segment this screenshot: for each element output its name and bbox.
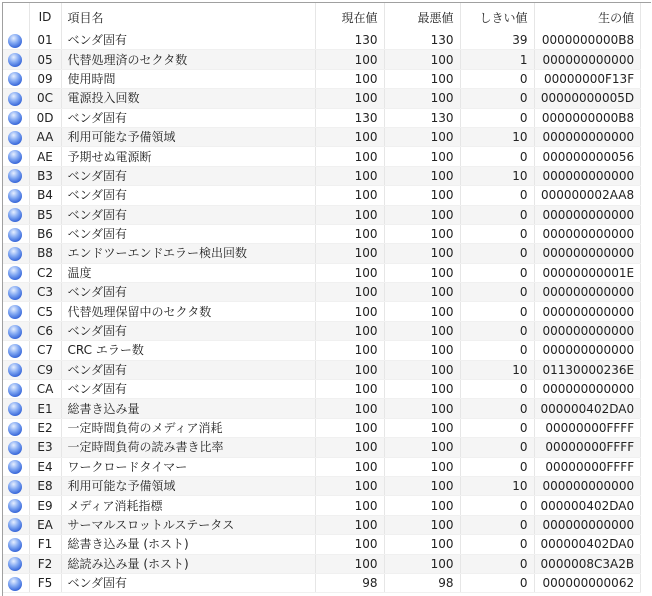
attr-id: 09 (29, 69, 61, 88)
attr-worst: 100 (384, 263, 460, 282)
status-good-icon (8, 422, 22, 436)
status-cell (3, 418, 29, 437)
attr-raw: 000000000000 (534, 476, 641, 495)
status-good-icon (8, 441, 22, 455)
attr-raw: 000000402DA0 (534, 535, 641, 554)
status-cell (3, 31, 29, 50)
attr-name: CRC エラー数 (61, 341, 315, 360)
status-cell (3, 224, 29, 243)
attr-raw: 000000000000 (534, 515, 641, 534)
table-row[interactable] (3, 283, 641, 302)
header-name[interactable]: 項目名 (61, 3, 315, 31)
attr-id: AA (29, 127, 61, 146)
attr-current: 130 (315, 108, 384, 127)
attr-threshold: 10 (460, 476, 534, 495)
attr-current: 100 (315, 244, 384, 263)
attr-threshold: 0 (460, 341, 534, 360)
header-worst[interactable]: 最悪値 (384, 3, 460, 31)
table-row[interactable] (3, 69, 641, 88)
table-row[interactable] (3, 418, 641, 437)
attr-id: EA (29, 515, 61, 534)
table-row[interactable] (3, 476, 641, 495)
attr-current: 100 (315, 399, 384, 418)
attr-threshold: 10 (460, 127, 534, 146)
attr-current: 100 (315, 147, 384, 166)
attr-current: 100 (315, 438, 384, 457)
table-header (3, 3, 641, 31)
table-row[interactable] (3, 535, 641, 554)
table-row[interactable] (3, 244, 641, 263)
attr-id: C3 (29, 283, 61, 302)
attr-raw: 000000000000 (534, 50, 641, 69)
attr-raw: 000000402DA0 (534, 496, 641, 515)
attr-threshold: 0 (460, 283, 534, 302)
attr-current: 100 (315, 186, 384, 205)
attr-current: 130 (315, 31, 384, 50)
attr-current: 100 (315, 283, 384, 302)
status-cell (3, 554, 29, 573)
table-row[interactable] (3, 438, 641, 457)
attr-worst: 100 (384, 166, 460, 185)
attr-worst: 100 (384, 147, 460, 166)
table-row[interactable] (3, 186, 641, 205)
attr-raw: 00000000FFFF (534, 418, 641, 437)
attr-id: F2 (29, 554, 61, 573)
attr-raw: 000000000062 (534, 573, 641, 592)
attr-raw: 000000000056 (534, 147, 641, 166)
attr-worst: 100 (384, 127, 460, 146)
status-cell (3, 127, 29, 146)
attr-worst: 100 (384, 496, 460, 515)
table-row[interactable] (3, 127, 641, 146)
attr-current: 100 (315, 341, 384, 360)
status-good-icon (8, 383, 22, 397)
attr-current: 100 (315, 380, 384, 399)
attr-raw: 00000000FFFF (534, 438, 641, 457)
status-cell (3, 283, 29, 302)
attr-name: 代替処理保留中のセクタ数 (61, 302, 315, 321)
attr-raw: 000000000000 (534, 127, 641, 146)
attr-current: 100 (315, 360, 384, 379)
attr-raw: 000000000000 (534, 321, 641, 340)
attr-worst: 100 (384, 476, 460, 495)
header-id[interactable]: ID (29, 3, 61, 31)
status-cell (3, 166, 29, 185)
attr-worst: 100 (384, 399, 460, 418)
status-good-icon (8, 480, 22, 494)
attr-current: 100 (315, 321, 384, 340)
status-cell (3, 147, 29, 166)
attr-raw: 000000000000 (534, 166, 641, 185)
attr-name: ベンダ固有 (61, 108, 315, 127)
attr-worst: 130 (384, 108, 460, 127)
status-good-icon (8, 557, 22, 571)
status-good-icon (8, 111, 22, 125)
table-row[interactable] (3, 147, 641, 166)
attr-id: F1 (29, 535, 61, 554)
attr-id: E8 (29, 476, 61, 495)
attr-id: B6 (29, 224, 61, 243)
attr-raw: 000000000000 (534, 244, 641, 263)
table-row[interactable] (3, 321, 641, 340)
status-good-icon (8, 518, 22, 532)
attr-worst: 100 (384, 50, 460, 69)
attr-threshold: 0 (460, 438, 534, 457)
attr-name: ベンダ固有 (61, 380, 315, 399)
table-row[interactable] (3, 89, 641, 108)
attr-id: C7 (29, 341, 61, 360)
table-row[interactable] (3, 496, 641, 515)
attr-worst: 100 (384, 205, 460, 224)
attr-threshold: 10 (460, 166, 534, 185)
header-raw[interactable]: 生の値 (534, 3, 641, 31)
attr-name: 代替処理済のセクタ数 (61, 50, 315, 69)
smart-attributes-table (3, 3, 641, 593)
attr-worst: 100 (384, 515, 460, 534)
status-cell (3, 515, 29, 534)
table-row[interactable] (3, 515, 641, 534)
status-good-icon (8, 363, 22, 377)
status-good-icon (8, 72, 22, 86)
attr-threshold: 0 (460, 535, 534, 554)
attr-current: 100 (315, 535, 384, 554)
attr-threshold: 0 (460, 89, 534, 108)
attr-id: AE (29, 147, 61, 166)
header-current[interactable]: 現在値 (315, 3, 384, 31)
status-good-icon (8, 150, 22, 164)
status-good-icon (8, 247, 22, 261)
attr-threshold: 0 (460, 496, 534, 515)
attr-raw: 000000002AA8 (534, 186, 641, 205)
attr-current: 100 (315, 457, 384, 476)
attr-raw: 0000000000B8 (534, 108, 641, 127)
attr-threshold: 1 (460, 50, 534, 69)
attr-id: B8 (29, 244, 61, 263)
status-cell (3, 535, 29, 554)
attr-id: 0C (29, 89, 61, 108)
attr-raw: 000000000000 (534, 341, 641, 360)
status-good-icon (8, 92, 22, 106)
attr-threshold: 0 (460, 573, 534, 592)
table-row[interactable] (3, 166, 641, 185)
attr-raw: 0000008C3A2B (534, 554, 641, 573)
status-good-icon (8, 460, 22, 474)
table-row[interactable] (3, 263, 641, 282)
attr-name: ベンダ固有 (61, 205, 315, 224)
status-good-icon (8, 131, 22, 145)
attr-raw: 00000000005D (534, 89, 641, 108)
status-good-icon (8, 286, 22, 300)
attr-id: E3 (29, 438, 61, 457)
status-good-icon (8, 402, 22, 416)
attr-worst: 98 (384, 573, 460, 592)
status-good-icon (8, 266, 22, 280)
attr-name: 利用可能な予備領域 (61, 127, 315, 146)
attr-raw: 000000000000 (534, 205, 641, 224)
attr-raw: 000000402DA0 (534, 399, 641, 418)
attr-worst: 100 (384, 554, 460, 573)
attr-raw: 01130000236E (534, 360, 641, 379)
attr-worst: 100 (384, 438, 460, 457)
attr-id: B3 (29, 166, 61, 185)
attr-current: 100 (315, 263, 384, 282)
attr-worst: 100 (384, 457, 460, 476)
status-cell (3, 263, 29, 282)
attr-current: 100 (315, 554, 384, 573)
attr-threshold: 0 (460, 515, 534, 534)
status-cell (3, 89, 29, 108)
status-cell (3, 476, 29, 495)
table-row[interactable] (3, 380, 641, 399)
attr-name: ワークロードタイマー (61, 457, 315, 476)
attr-threshold: 39 (460, 31, 534, 50)
header-threshold[interactable]: しきい値 (460, 3, 534, 31)
attr-name: エンドツーエンドエラー検出回数 (61, 244, 315, 263)
attr-worst: 100 (384, 418, 460, 437)
attr-worst: 100 (384, 321, 460, 340)
attr-current: 100 (315, 496, 384, 515)
attr-name: ベンダ固有 (61, 31, 315, 50)
table-row[interactable] (3, 31, 641, 50)
status-good-icon (8, 325, 22, 339)
status-good-icon (8, 228, 22, 242)
attr-name: サーマルスロットルステータス (61, 515, 315, 534)
attr-current: 100 (315, 89, 384, 108)
attr-name: 総読み込み量 (ホスト) (61, 554, 315, 573)
attr-threshold: 0 (460, 205, 534, 224)
attr-current: 100 (315, 69, 384, 88)
attr-id: CA (29, 380, 61, 399)
attr-current: 100 (315, 224, 384, 243)
status-cell (3, 360, 29, 379)
attr-worst: 100 (384, 283, 460, 302)
attr-worst: 100 (384, 302, 460, 321)
status-good-icon (8, 344, 22, 358)
status-cell (3, 341, 29, 360)
table-row[interactable] (3, 108, 641, 127)
attr-name: 温度 (61, 263, 315, 282)
attr-current: 100 (315, 418, 384, 437)
attr-raw: 000000000000 (534, 283, 641, 302)
status-cell (3, 186, 29, 205)
attr-id: B4 (29, 186, 61, 205)
attr-threshold: 0 (460, 380, 534, 399)
attr-worst: 100 (384, 380, 460, 399)
attr-current: 100 (315, 166, 384, 185)
attr-id: C6 (29, 321, 61, 340)
status-cell (3, 496, 29, 515)
attr-threshold: 0 (460, 399, 534, 418)
attr-name: 総書き込み量 (61, 399, 315, 418)
status-good-icon (8, 305, 22, 319)
attr-raw: 000000000000 (534, 302, 641, 321)
status-cell (3, 573, 29, 592)
status-cell (3, 50, 29, 69)
attr-threshold: 0 (460, 321, 534, 340)
table-row[interactable] (3, 360, 641, 379)
attr-worst: 100 (384, 360, 460, 379)
attr-name: ベンダ固有 (61, 224, 315, 243)
attr-id: C2 (29, 263, 61, 282)
attr-id: 0D (29, 108, 61, 127)
status-cell (3, 244, 29, 263)
status-cell (3, 457, 29, 476)
attr-id: B5 (29, 205, 61, 224)
table-row[interactable] (3, 302, 641, 321)
attr-name: 使用時間 (61, 69, 315, 88)
attr-id: E9 (29, 496, 61, 515)
status-good-icon (8, 34, 22, 48)
attr-id: 01 (29, 31, 61, 50)
attr-current: 98 (315, 573, 384, 592)
status-cell (3, 321, 29, 340)
attr-name: ベンダ固有 (61, 186, 315, 205)
status-cell (3, 205, 29, 224)
attr-name: ベンダ固有 (61, 321, 315, 340)
attr-worst: 100 (384, 244, 460, 263)
attr-worst: 100 (384, 341, 460, 360)
attr-name: ベンダ固有 (61, 360, 315, 379)
attr-threshold: 0 (460, 108, 534, 127)
attr-name: ベンダ固有 (61, 283, 315, 302)
attr-worst: 100 (384, 535, 460, 554)
attr-raw: 00000000F13F (534, 69, 641, 88)
status-good-icon (8, 499, 22, 513)
table-row[interactable] (3, 341, 641, 360)
status-good-icon (8, 538, 22, 552)
table-row[interactable] (3, 224, 641, 243)
status-cell (3, 108, 29, 127)
attr-current: 100 (315, 476, 384, 495)
attr-threshold: 0 (460, 224, 534, 243)
attr-threshold: 0 (460, 244, 534, 263)
table-row[interactable] (3, 205, 641, 224)
status-good-icon (8, 169, 22, 183)
status-good-icon (8, 577, 22, 591)
attr-id: F5 (29, 573, 61, 592)
attr-current: 100 (315, 127, 384, 146)
attr-name: ベンダ固有 (61, 573, 315, 592)
attr-name: 利用可能な予備領域 (61, 476, 315, 495)
attr-raw: 00000000FFFF (534, 457, 641, 476)
status-cell (3, 302, 29, 321)
attr-threshold: 0 (460, 302, 534, 321)
attr-current: 100 (315, 205, 384, 224)
attr-name: ベンダ固有 (61, 166, 315, 185)
attr-raw: 0000000000B8 (534, 31, 641, 50)
attr-threshold: 10 (460, 360, 534, 379)
status-good-icon (8, 53, 22, 67)
status-good-icon (8, 208, 22, 222)
attr-raw: 00000000001E (534, 263, 641, 282)
attr-current: 100 (315, 50, 384, 69)
attr-name: 一定時間負荷のメディア消耗 (61, 418, 315, 437)
attr-name: 一定時間負荷の読み書き比率 (61, 438, 315, 457)
attr-threshold: 0 (460, 69, 534, 88)
table-row[interactable] (3, 554, 641, 573)
attr-threshold: 0 (460, 263, 534, 282)
attr-name: メディア消耗指標 (61, 496, 315, 515)
attr-threshold: 0 (460, 186, 534, 205)
attr-name: 予期せぬ電源断 (61, 147, 315, 166)
attr-id: E1 (29, 399, 61, 418)
table-row[interactable] (3, 573, 641, 592)
attr-current: 100 (315, 302, 384, 321)
table-row[interactable] (3, 457, 641, 476)
status-cell (3, 380, 29, 399)
attr-name: 電源投入回数 (61, 89, 315, 108)
status-cell (3, 69, 29, 88)
attr-threshold: 0 (460, 418, 534, 437)
attr-id: E2 (29, 418, 61, 437)
attr-raw: 000000000000 (534, 380, 641, 399)
attr-worst: 130 (384, 31, 460, 50)
attr-threshold: 0 (460, 554, 534, 573)
attr-worst: 100 (384, 89, 460, 108)
attr-threshold: 0 (460, 457, 534, 476)
attr-id: C5 (29, 302, 61, 321)
attr-worst: 100 (384, 69, 460, 88)
attr-id: C9 (29, 360, 61, 379)
attr-name: 総書き込み量 (ホスト) (61, 535, 315, 554)
attr-worst: 100 (384, 186, 460, 205)
header-status[interactable] (3, 3, 29, 31)
attr-raw: 000000000000 (534, 224, 641, 243)
attr-worst: 100 (384, 224, 460, 243)
status-cell (3, 438, 29, 457)
status-cell (3, 399, 29, 418)
status-good-icon (8, 189, 22, 203)
table-row[interactable] (3, 399, 641, 418)
table-row[interactable] (3, 50, 641, 69)
attr-threshold: 0 (460, 147, 534, 166)
attr-id: 05 (29, 50, 61, 69)
attr-id: E4 (29, 457, 61, 476)
attr-current: 100 (315, 515, 384, 534)
